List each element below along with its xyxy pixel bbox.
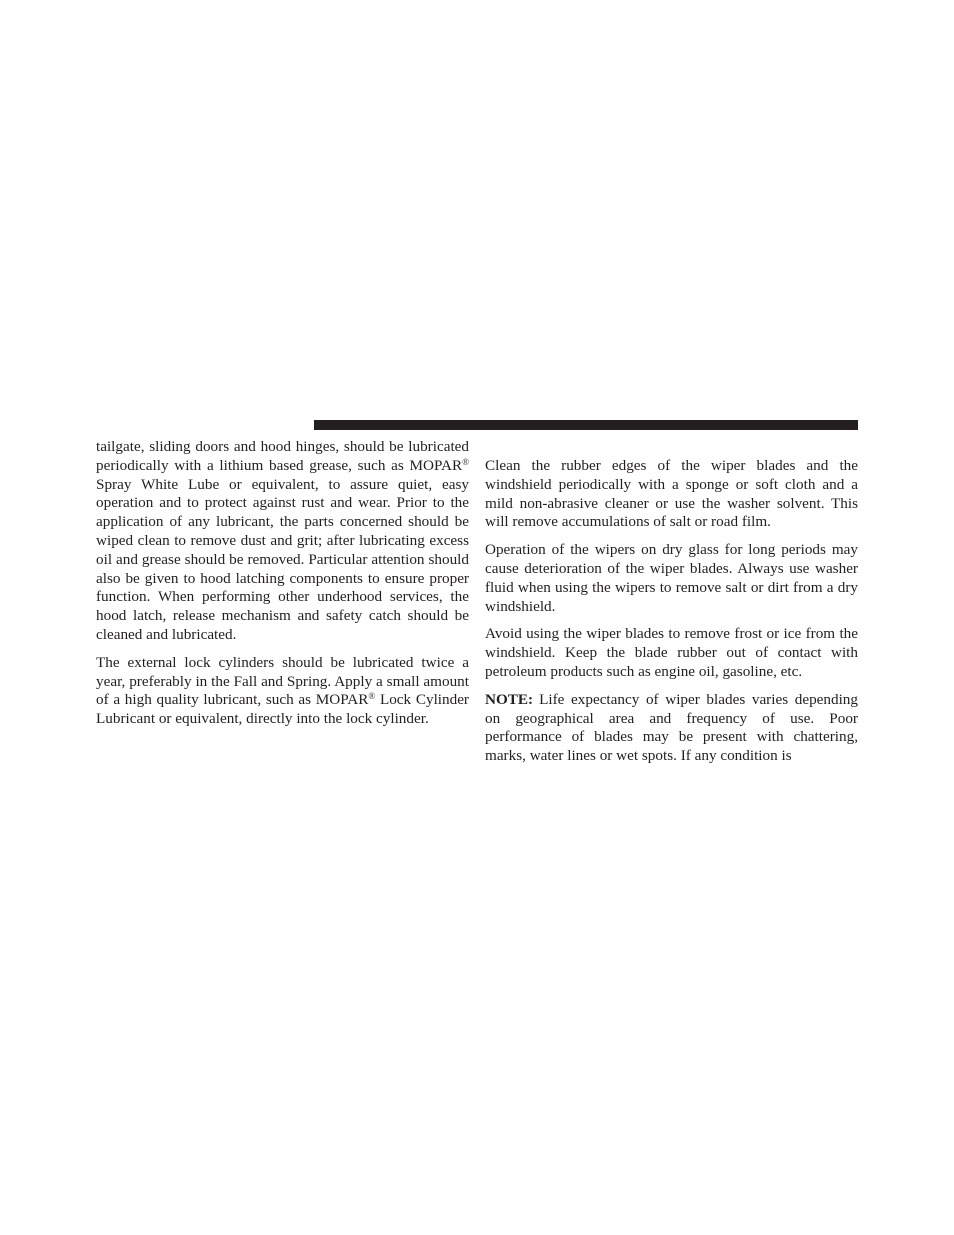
dry-glass-paragraph: Operation of the wipers on dry glass for long periods may cause deterioration of the wiper blades. Always use washer fluid when using the wipers to remove salt or dirt from a dry windshield. <box>485 541 858 615</box>
lubrication-paragraph <box>96 438 469 645</box>
lubrication-text-end: Spray White Lube or equivalent, to assure quiet, easy operation and to protect against rust and wear. Prior to the application of any lubricant, the parts concerned should be wiped clean to remove dust and grit; after lubricating excess oil and grease should be removed. Particular attention should also be given to hood latching components to ensure proper function. When performing other underhood services, the hood latch, release mechanism and safety catch should be cleaned and lubricated. <box>96 475 469 643</box>
note-text: Life expectancy of wiper blades varies depending on geographical area and frequency of use. Poor performance of blades may be present with chattering, marks, water lines or wet spots. If any condition is <box>485 690 858 765</box>
lock-cylinder-paragraph <box>96 654 469 729</box>
right-column <box>485 457 858 775</box>
lubrication-text-start: tailgate, sliding doors and hood hinges, should be lubricated periodically with a lithium based grease, such as MOPAR <box>96 438 469 474</box>
registered-mark: ® <box>368 691 376 702</box>
wiper-cleaning-paragraph: Clean the rubber edges of the wiper blades and the windshield periodically with a sponge or soft cloth and a mild non-abrasive cleaner or use the washer solvent. This will remove accumulations of salt or road film. <box>485 457 858 531</box>
lock-cylinder-text-start: The external lock cylinders should be lubricated twice a year, preferably in the Fall and Spring. Apply a small amount of a high quality lubricant, such as MOPAR <box>96 653 469 709</box>
lock-cylinder-text-end: Lock Cylinder Lubricant or equivalent, directly into the lock cylinder. <box>96 691 469 728</box>
note-label: NOTE: <box>485 690 534 708</box>
registered-mark: ® <box>462 456 469 467</box>
left-column <box>96 438 469 738</box>
note-paragraph <box>485 691 858 766</box>
frost-ice-paragraph: Avoid using the wiper blades to remove frost or ice from the windshield. Keep the blade rubber out of contact with petroleum products such as engine oil, gasoline, etc. <box>485 625 858 680</box>
section-header-bar <box>314 420 858 430</box>
